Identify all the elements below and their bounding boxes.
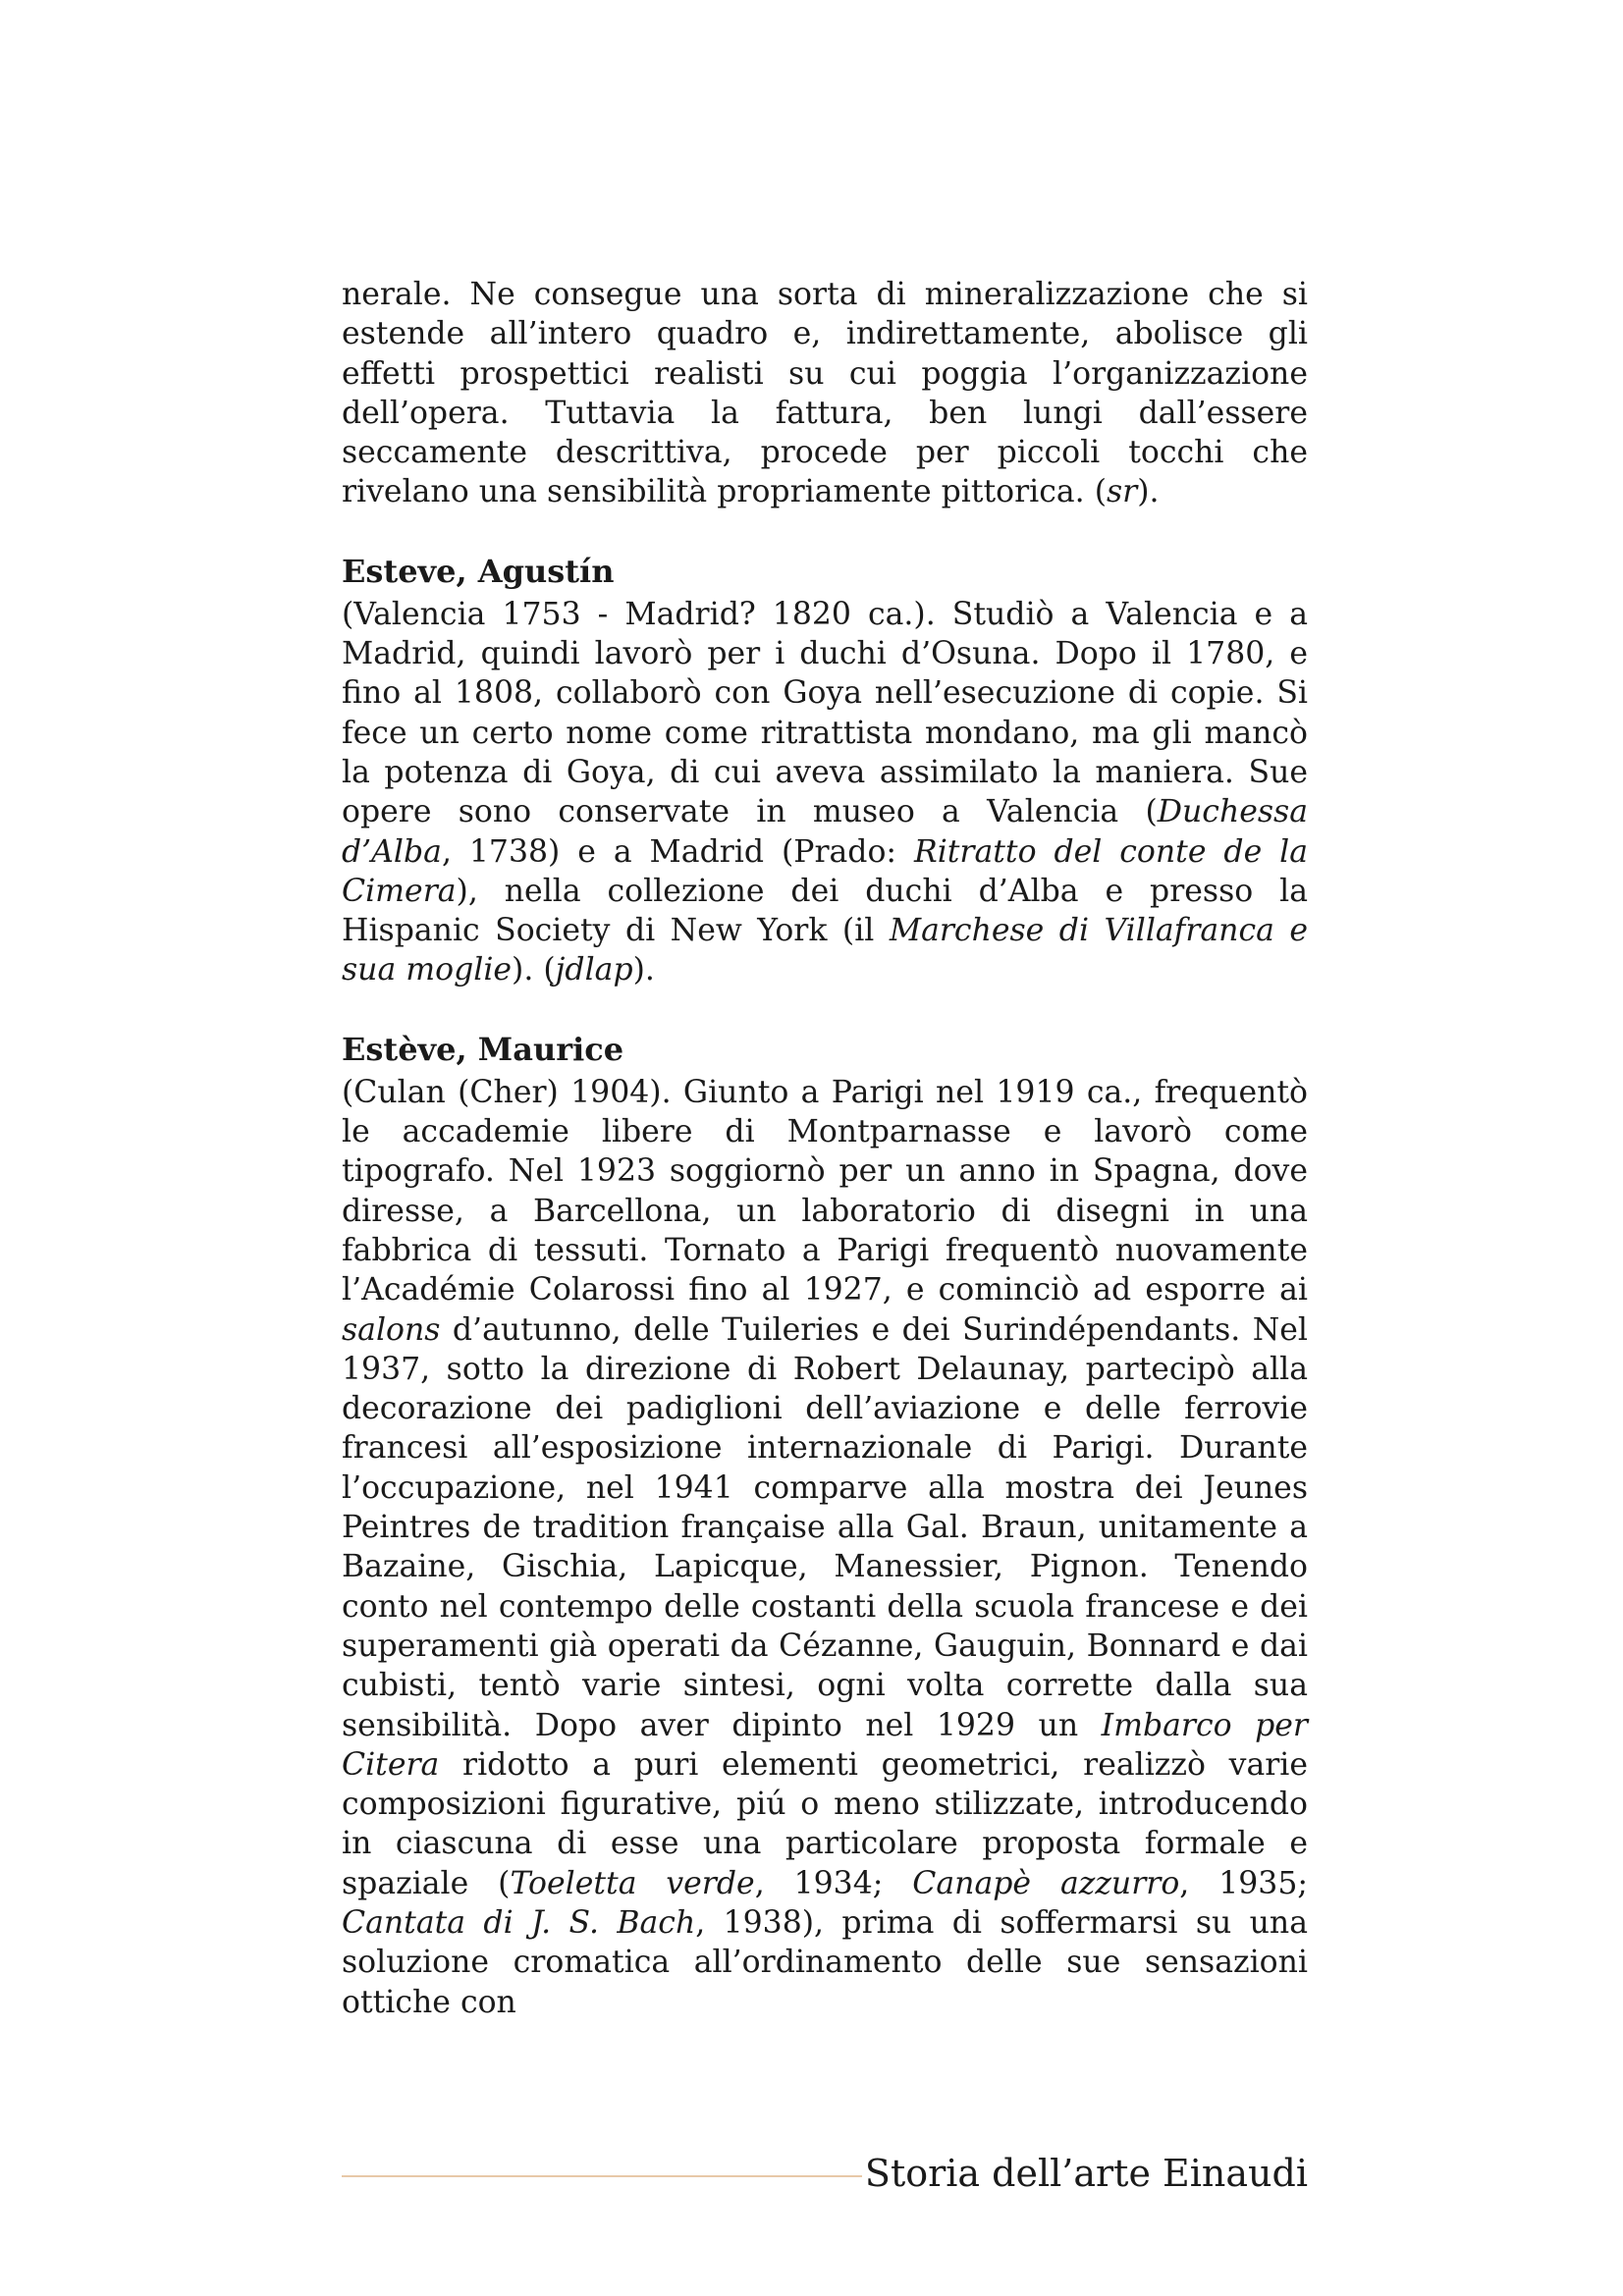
page-body	[342, 275, 1308, 2022]
entry1-author-initials: jdlap	[555, 952, 633, 988]
footer-rule	[342, 2175, 862, 2177]
entry1-text-1: (Valencia 1753 - Madrid? 1820 ca.). Studiò a Valencia e a Madrid, quindi lavorò per i duchi d’Osuna. Dopo il 1780, e fino al 1808, collaborò con Goya nell’esecuzione di copie. Si fece un certo nome come ritrattista mondano, ma gli mancò la potenza di Goya, di cui aveva assimilato la maniera. Sue opere sono conservate in museo a Valencia (	[342, 596, 1308, 830]
entry2-text-6: , 1938), prima di soffermarsi su una soluzione cromatica all’ordinamento delle sue sensazioni ottiche con	[342, 1904, 1308, 2020]
entry-title-esteve-agustin: Esteve, Agustín	[342, 552, 615, 590]
entry2-text-4: , 1934;	[754, 1865, 913, 1901]
page-footer	[342, 2148, 1308, 2203]
entry2-text-1: (Culan (Cher) 1904). Giunto a Parigi nel 1919 ca., frequentò le accademie libere di Montparnasse e lavorò come tipografo. Nel 1923 soggiornò per un anno in Spagna, dove diresse, a Barcellona, un laboratorio di disegni in una fabbrica di tessuti. Tornato a Parigi frequentò nuovamente l’Académie Colarossi fino al 1927, e cominciò ad esporre ai	[342, 1074, 1308, 1308]
intro-author-initials: sr	[1107, 474, 1138, 510]
entry1-work-title-2: Ritratto del conte de la Cimera	[342, 833, 1309, 909]
entry1-work-title-3: Marchese di Villafranca e sua moglie	[342, 913, 1309, 988]
entry2-text-2: d’autunno, delle Tuileries e dei Surindépendants. Nel 1937, sotto la direzione di Robert Delaunay, partecipò alla decorazione dei padiglioni dell’aviazione e delle ferrovie francesi all’esposizione internazionale di Parigi. Durante l’occupazione, nel 1941 comparve alla mostra dei Jeunes Peintres de tradition française alla Gal. Braun, unitamente a Bazaine, Gischia, Lapicque, Manessier, Pignon. Tenendo conto nel contempo delle costanti della scuola francese e dei superamenti già operati da Cézanne, Gauguin, Bonnard e dai cubisti, tentò varie sintesi, ogni volta corrette dalla sua sensibilità. Dopo aver dipinto nel 1929 un	[342, 1311, 1308, 1743]
entry2-text-3: ridotto a puri elementi geometrici, realizzò varie composizioni figurative, piú o meno stilizzate, introducendo in ciascuna di esse una particolare proposta formale e spaziale (	[342, 1746, 1308, 1901]
entry1-text-4: ). (	[512, 952, 556, 988]
entry1-text-2: , 1738) e a Madrid (Prado:	[441, 833, 914, 870]
entry2-italic-1: salons	[342, 1311, 441, 1348]
entry1-text-5: ).	[632, 952, 655, 988]
entry-body-esteve-agustin	[342, 595, 1308, 990]
entry1-text-3: ), nella collezione dei duchi d’Alba e presso la Hispanic Society di New York (il	[342, 873, 1308, 949]
footer-publication-title: Storia dell’arte Einaudi	[864, 2152, 1308, 2195]
entry-body-esteve-maurice	[342, 1073, 1308, 2022]
entry1-work-title-1: Duchessa d’Alba	[342, 794, 1308, 870]
intro-text: nerale. Ne consegue una sorta di mineralizzazione che si estende all’intero quadro e, indirettamente, abolisce gli effetti prospettici realisti su cui poggia l’organizzazione dell’opera. Tuttavia la fattura, ben lungi dall’essere seccamente descrittiva, procede per piccoli tocchi che rivelano una sensibilità propriamente pittorica. (	[342, 277, 1308, 510]
intro-paragraph	[342, 275, 1308, 512]
intro-text-end: ).	[1137, 474, 1160, 510]
entry2-work-title-4: Canapè azzurro	[912, 1865, 1180, 1901]
entry2-work-title-2: Imbarco per Citera	[342, 1707, 1308, 1783]
entry2-work-title-5: Cantata di J. S. Bach	[342, 1904, 696, 1941]
entry2-work-title-3: Toeletta verde	[510, 1865, 755, 1901]
entry2-text-5: , 1935;	[1179, 1865, 1308, 1901]
entry-title-esteve-maurice: Estève, Maurice	[342, 1030, 624, 1068]
